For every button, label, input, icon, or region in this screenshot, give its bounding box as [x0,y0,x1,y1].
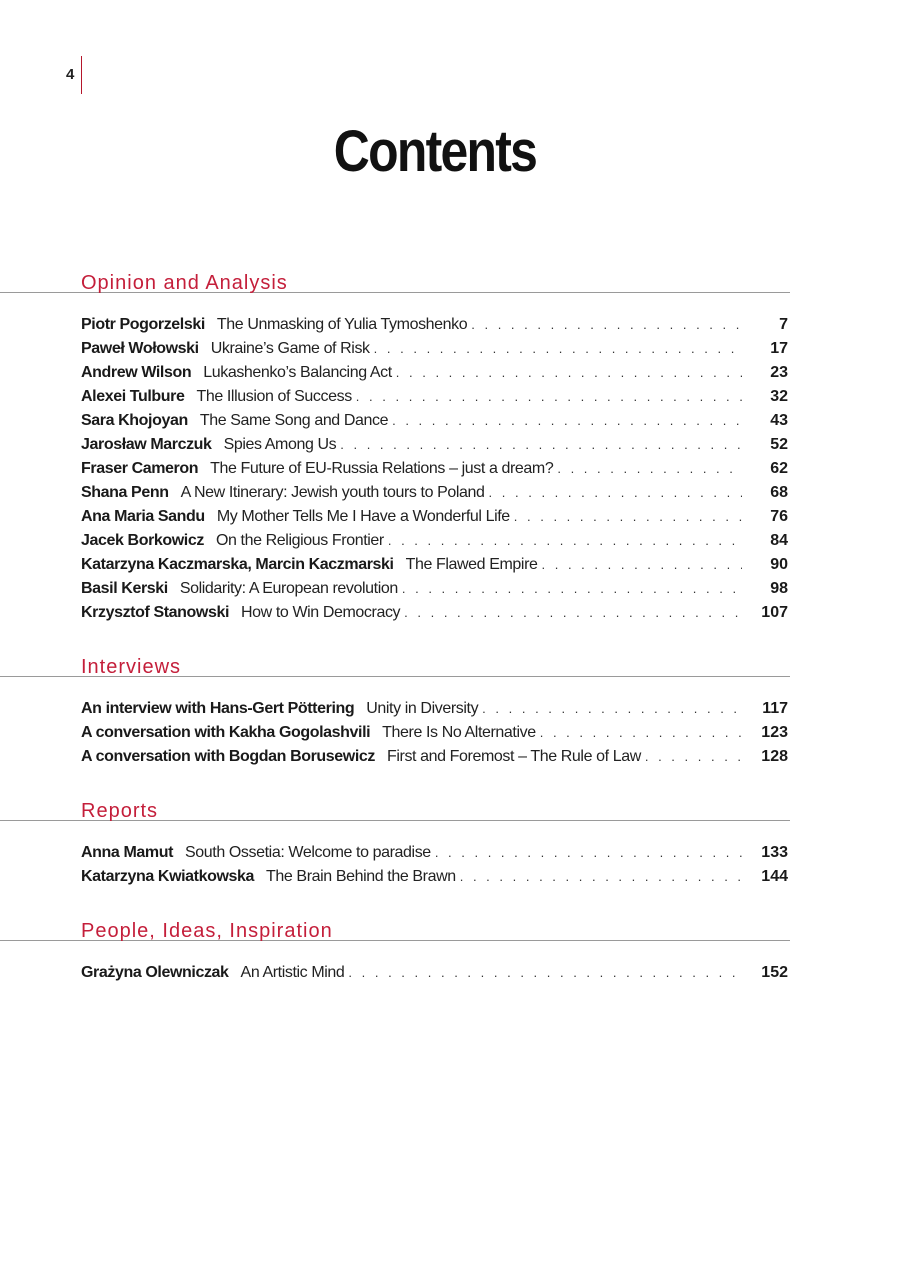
entry-page: 17 [770,340,788,357]
entry-page: 84 [770,532,788,549]
dot-leader [645,745,742,769]
entry-title: A New Itinerary: Jewish youth tours to Poland [180,484,485,501]
entry-page: 90 [770,556,788,573]
entry-author: Katarzyna Kaczmarska, Marcin Kaczmarski [81,556,394,573]
entry-title: The Illusion of Success [196,388,352,405]
dot-leader [404,601,742,625]
toc-list [0,313,790,625]
entry-title: The Flawed Empire [405,556,538,573]
entry-author: Grażyna Olewniczak [81,964,229,981]
toc-entry[interactable] [81,505,788,529]
section-title: Reports [81,800,159,822]
entry-page: 133 [761,844,788,861]
section-people-ideas [0,916,790,985]
entry-page: 117 [762,700,788,717]
toc-entry[interactable] [81,385,788,409]
dot-leader [340,433,742,457]
entry-author: Basil Kerski [81,580,168,597]
entry-title: My Mother Tells Me I Have a Wonderful Life [216,508,510,525]
dot-leader [435,841,742,865]
section-header [0,796,790,821]
entry-page: 62 [770,460,788,477]
toc-entry[interactable] [81,361,788,385]
entry-title: On the Religious Frontier [215,532,384,549]
entry-page: 43 [770,412,788,429]
entry-author: An interview with Hans-Gert Pöttering [81,700,355,717]
toc-entry[interactable] [81,865,788,889]
entry-title: Ukraine’s Game of Risk [210,340,370,357]
entry-author: Ana Maria Sandu [81,508,205,525]
entry-page: 23 [770,364,788,381]
entry-page: 144 [761,868,788,885]
entry-author: A conversation with Bogdan Borusewicz [81,748,375,765]
entry-page: 7 [779,316,788,333]
section-title: People, Ideas, Inspiration [81,920,333,942]
dot-leader [356,385,742,409]
section-reports [0,796,790,889]
entry-author: Andrew Wilson [81,364,192,381]
dot-leader [396,361,742,385]
section-interviews [0,652,790,769]
entry-page: 107 [761,604,788,621]
dot-leader [489,481,742,505]
toc-entry[interactable] [81,961,788,985]
toc-list [0,841,790,889]
page-title: Contents [333,119,537,184]
entry-author: Alexei Tulbure [81,388,185,405]
toc-entry[interactable] [81,745,788,769]
entry-page: 52 [770,436,788,453]
toc-entry[interactable] [81,409,788,433]
dot-leader [557,457,742,481]
entry-title: There Is No Alternative [382,724,536,741]
toc-entry[interactable] [81,577,788,601]
entry-title: The Same Song and Dance [199,412,389,429]
toc-entry[interactable] [81,841,788,865]
section-opinion-analysis [0,268,790,625]
entry-title: The Brain Behind the Brawn [266,868,456,885]
entry-author: Fraser Cameron [81,460,199,477]
entry-page: 123 [761,724,788,741]
entry-author: Paweł Wołowski [81,340,199,357]
section-header [0,916,790,941]
entry-title: First and Foremost – The Rule of Law [386,748,641,765]
entry-author: Jarosław Marczuk [81,436,212,453]
toc-entry[interactable] [81,553,788,577]
toc-entry[interactable] [81,457,788,481]
entry-page: 128 [761,748,788,765]
entry-author: A conversation with Kakha Gogolashvili [81,724,371,741]
entry-author: Piotr Pogorzelski [81,316,205,333]
entry-page: 32 [770,388,788,405]
dot-leader [542,553,743,577]
entry-author: Jacek Borkowicz [81,532,204,549]
dot-leader [540,721,742,745]
dot-leader [388,529,742,553]
entry-title: South Ossetia: Welcome to paradise [185,844,431,861]
entry-title: How to Win Democracy [241,604,401,621]
dot-leader [392,409,742,433]
section-header [0,652,790,677]
entry-title: Spies Among Us [223,436,337,453]
entry-author: Shana Penn [81,484,169,501]
dot-leader [460,865,742,889]
page-number-rule [81,56,82,94]
toc-entry[interactable] [81,697,788,721]
section-title: Opinion and Analysis [81,272,288,294]
dot-leader [471,313,742,337]
dot-leader [374,337,742,361]
entry-title: The Unmasking of Yulia Tymoshenko [216,316,468,333]
toc-entry[interactable] [81,601,788,625]
entry-title: Lukashenko’s Balancing Act [203,364,392,381]
toc-entry[interactable] [81,313,788,337]
entry-title: Unity in Diversity [366,700,479,717]
dot-leader [348,961,742,985]
entry-page: 76 [770,508,788,525]
section-title: Interviews [81,656,182,678]
dot-leader [482,697,742,721]
entry-author: Katarzyna Kwiatkowska [81,868,255,885]
toc-entry[interactable] [81,433,788,457]
toc-list [0,697,790,769]
toc-entry[interactable] [81,721,788,745]
entry-page: 98 [770,580,788,597]
entry-author: Anna Mamut [81,844,174,861]
entry-title: The Future of EU-Russia Relations – just a dream? [210,460,554,477]
entry-author: Sara Khojoyan [81,412,188,429]
toc-entry[interactable] [81,337,788,361]
page-number: 4 [66,66,75,83]
entry-title: An Artistic Mind [240,964,345,981]
dot-leader [514,505,742,529]
toc-list [0,961,790,985]
section-header [0,268,790,293]
dot-leader [402,577,742,601]
entry-page: 152 [761,964,788,981]
entry-author: Krzysztof Stanowski [81,604,229,621]
entry-page: 68 [770,484,788,501]
toc-entry[interactable] [81,481,788,505]
entry-title: Solidarity: A European revolution [179,580,398,597]
toc-entry[interactable] [81,529,788,553]
